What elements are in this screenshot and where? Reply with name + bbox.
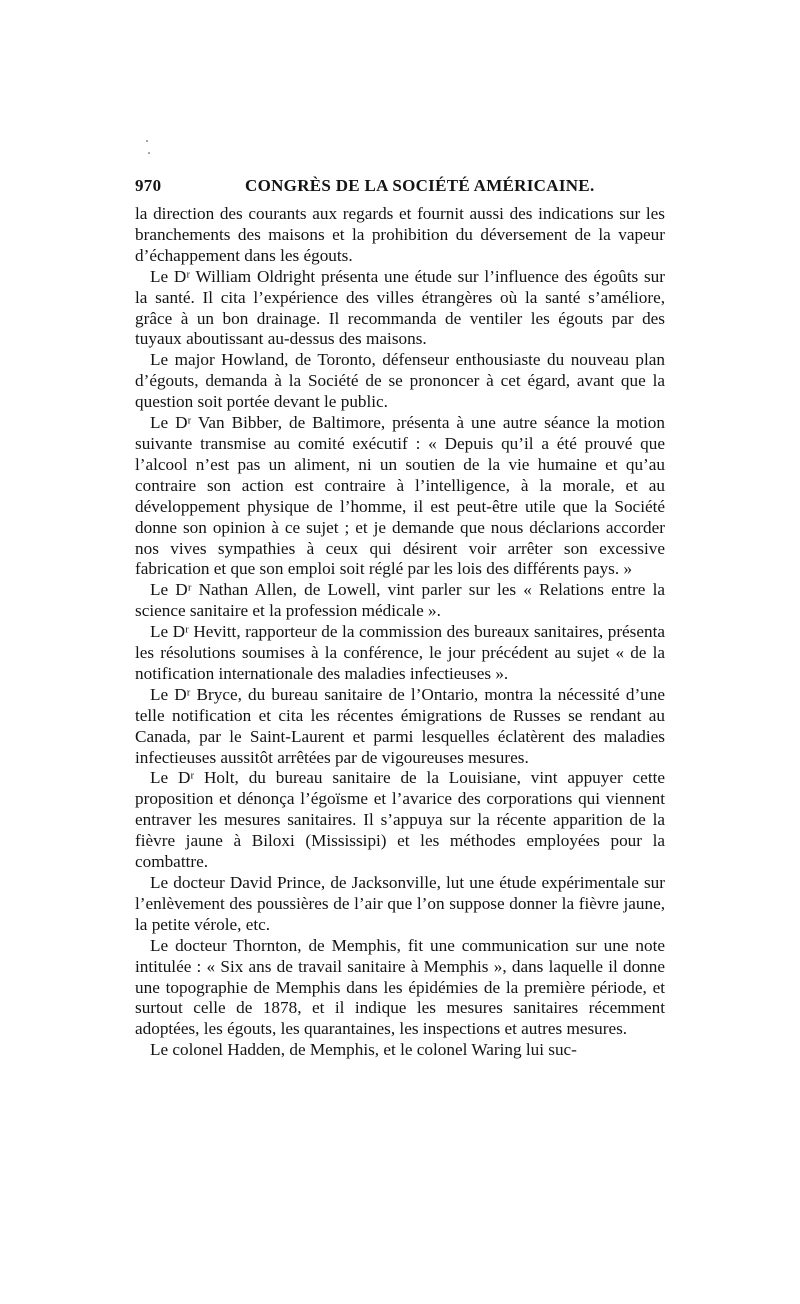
page-header — [135, 176, 665, 200]
paragraph: Le Dʳ Bryce, du bureau sanitaire de l’Ontario, montra la nécessité d’une telle notification et cita les récentes émigrations de Russes se rendant au Canada, par le Saint-Laurent et parmi lesquelles éclatèrent des maladies infectieuses aussitôt arrêtées par de vigoureuses mesures. — [135, 684, 665, 767]
body-text — [135, 204, 665, 1061]
paragraph: Le docteur David Prince, de Jacksonville, lut une étude expérimentale sur l’enlèvement des poussières de l’air que l’on suppose donner la fièvre jaune, la petite vérole, etc. — [135, 873, 665, 934]
paragraph: Le Dʳ William Oldright présenta une étude sur l’influence des égoûts sur la santé. Il cita l’expérience des villes étrangères où la santé s’améliore, grâce à un bon drainage. Il recommanda de ventiler les égouts par des tuyaux aboutissant au-dessus des maisons. — [135, 266, 665, 349]
paragraph: Le major Howland, de Toronto, défenseur enthousiaste du nouveau plan d’égouts, demanda à la Société de se prononcer à cet égard, avant que la question soit portée devant le public. — [135, 350, 665, 412]
paragraph: Le colonel Hadden, de Memphis, et le colonel Waring lui suc- — [150, 1040, 577, 1060]
paragraph: Le Dʳ Hevitt, rapporteur de la commission des bureaux sanitaires, présenta les résolutions soumises à la conférence, le jour précédent au sujet « de la notification internationale des maladies infectieuses ». — [135, 622, 665, 683]
print-speck — [148, 152, 150, 154]
print-speck — [146, 140, 148, 142]
paragraph: Le Dʳ Van Bibber, de Baltimore, présenta à une autre séance la motion suivante transmise au comité exécutif : « Depuis qu’il a été prouvé que l’alcool n’est pas un aliment, ni un soutien de la vie humaine et qu’au contraire son action est contraire à l’intelligence, à la morale, et au développement physique de l’homme, il est peut-être utile que la Société donne son opinion à ce sujet ; et je demande que nous déclarions accorder nos vives sympathies à ceux qui désirent voir arrêter son excessive fabrication et que son emploi soit réglé par les lois des différents pays. » — [135, 413, 665, 579]
paragraph: Le Dʳ Holt, du bureau sanitaire de la Louisiane, vint appuyer cette proposition et dénonça l’égoïsme et l’avarice des corporations qui viennent entraver les mesures sanitaires. Il s’appuya sur la récente apparition de la fièvre jaune à Biloxi (Mississipi) et les méthodes employées pour la combattre. — [135, 768, 665, 872]
page-number: 970 — [135, 176, 162, 195]
paragraph: Le docteur Thornton, de Memphis, fit une communication sur une note intitulée : « Six ans de travail sanitaire à Memphis », dans laquelle il donne une topographie de Memphis dans les épidémies de la première période, et surtout celle de 1878, et il indique les mesures sanitaires récemment adoptées, les égouts, les quarantaines, les inspections et autres mesures. — [135, 935, 665, 1039]
paragraph: Le Dʳ Nathan Allen, de Lowell, vint parler sur les « Relations entre la science sanitaire et la profession médicale ». — [135, 580, 665, 621]
running-title: CONGRÈS DE LA SOCIÉTÉ AMÉRICAINE. — [245, 176, 595, 195]
paragraph: la direction des courants aux regards et fournit aussi des indications sur les branchements des maisons et la prohibition du déversement de la vapeur d’échappement dans les égouts. — [135, 204, 665, 265]
